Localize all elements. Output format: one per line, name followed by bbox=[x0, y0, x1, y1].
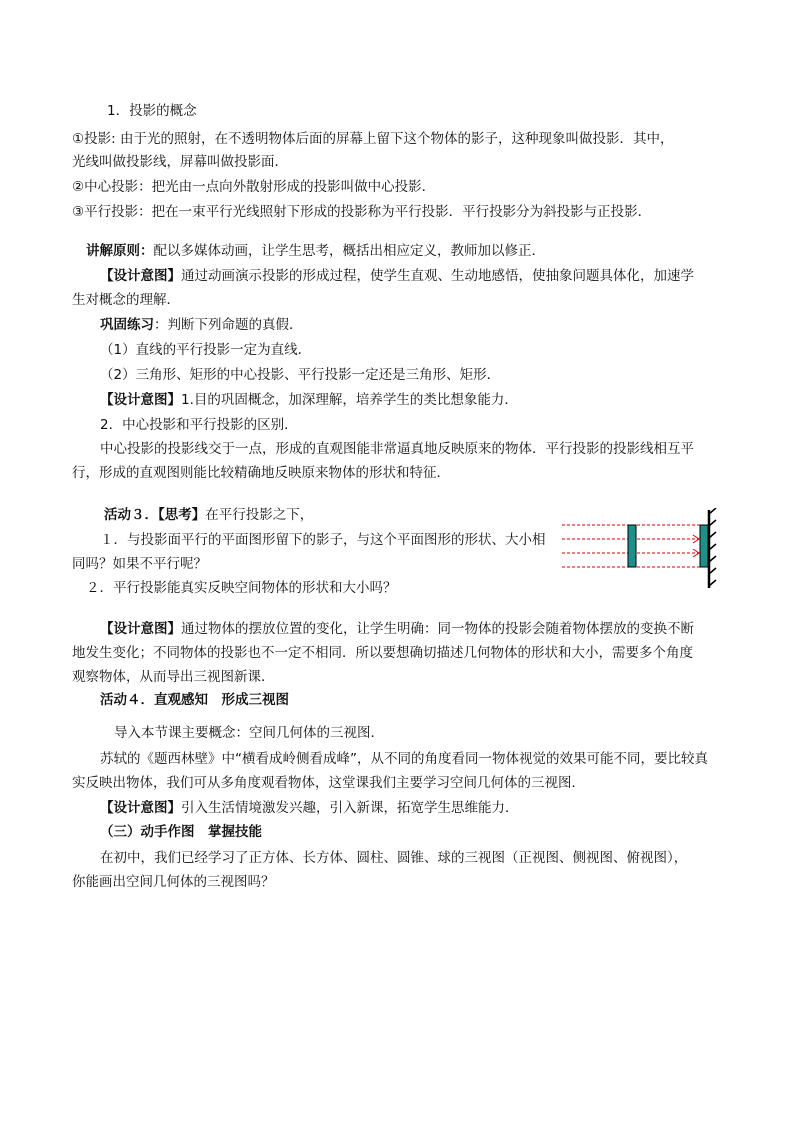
design-intent-text: 通过动画演示投影的形成过程，使学生直观、生动地感悟，使抽象问题具体化，加速学 bbox=[181, 268, 694, 284]
principle-label: 讲解原则： bbox=[86, 243, 154, 259]
activity3-title: 【思考】 bbox=[158, 507, 206, 523]
activity4-heading: 活动４．直观感知 形成三视图 bbox=[100, 692, 289, 708]
design-intent-label: 【设计意图】 bbox=[100, 392, 181, 408]
shadow-on-screen bbox=[700, 525, 708, 567]
exercise-item-2: （2）三角形、矩形的中心投影、平行投影一定还是三角形、矩形． bbox=[100, 367, 501, 383]
exercise-text: ：判断下列命题的真假． bbox=[154, 317, 303, 333]
projection-def-line2: 光线叫做投影线，屏幕叫做投影面． bbox=[72, 154, 288, 170]
design-intent-text: 通过物体的摆放位置的变化，让学生明确：同一物体的投影会随着物体摆放的变换不断 bbox=[181, 621, 694, 637]
design-intent-4 bbox=[100, 797, 519, 819]
design-intent-2 bbox=[100, 389, 518, 411]
central-projection-def: ②中心投影：把光由一点向外散射形成的投影叫做中心投影． bbox=[72, 179, 436, 195]
design-intent-text: 1.目的巩固概念，加深理解，培养学生的类比想象能力． bbox=[181, 392, 518, 408]
design-intent-text: 引入生活情境激发兴趣，引入新课，拓宽学生思维能力． bbox=[181, 800, 519, 816]
activity3-intro: 在平行投影之下， bbox=[205, 507, 314, 523]
section2-line1: 中心投影的投影线交于一点，形成的直观图能非常逼真地反映原来的物体．平行投影的投影线相互平 bbox=[100, 441, 694, 457]
activity4-intro: 导入本节课主要概念：空间几何体的三视图． bbox=[114, 725, 384, 741]
section2-line2: 行，形成的直观图则能比较精确地反映原来物体的形状和特征． bbox=[72, 465, 450, 481]
projected-object bbox=[628, 525, 636, 567]
activity3-question1-line1: １．与投影面平行的平面图形留下的影子，与这个平面图形的形状、大小相 bbox=[100, 532, 546, 548]
activity4-line2: 实反映出物体，我们可从多角度观看物体，这堂课我们主要学习空间几何体的三视图． bbox=[72, 775, 585, 791]
projection-def-line1: ①投影: 由于光的照射，在不透明物体后面的屏幕上留下这个物体的影子，这种现象叫做投影．其中， bbox=[72, 131, 674, 147]
activity3-question2: ２．平行投影能真实反映空间物体的形状和大小吗？ bbox=[86, 580, 397, 596]
parallel-projection-figure bbox=[558, 508, 718, 590]
exercise-paragraph bbox=[100, 314, 303, 336]
section1-heading: 1．投影的概念 bbox=[107, 103, 197, 119]
design-intent-3-line2: 地发生变化；不同物体的投影也不一定不相同．所以要想确切描述几何物体的形状和大小，需要多个角度 bbox=[72, 645, 693, 661]
design-intent-label: 【设计意图】 bbox=[100, 621, 181, 637]
parallel-projection-def: ③平行投影：把在一束平行光线照射下形成的投影称为平行投影．平行投影分为斜投影与正投影． bbox=[72, 204, 652, 220]
exercise-item-1: （1）直线的平行投影一定为直线． bbox=[100, 342, 312, 358]
activity3-heading bbox=[104, 504, 313, 526]
activity4-line1: 苏轼的《题西林壁》中“横看成岭侧看成峰”，从不同的角度看同一物体视觉的效果可能不同，要比较真 bbox=[100, 751, 708, 767]
design-intent-label: 【设计意图】 bbox=[100, 268, 181, 284]
principle-paragraph bbox=[86, 240, 545, 262]
section3-line2: 你能画出空间几何体的三视图吗？ bbox=[72, 874, 275, 890]
design-intent-1 bbox=[100, 265, 694, 287]
section3-line1: 在初中，我们已经学习了正方体、长方体、圆柱、圆锥、球的三视图（正视图、侧视图、俯视图）， bbox=[100, 850, 688, 866]
section3-heading: （三）动手作图 掌握技能 bbox=[100, 824, 262, 840]
section2-heading: 2．中心投影和平行投影的区别． bbox=[100, 417, 298, 433]
design-intent-3-line3: 观察物体，从而导出三视图新课． bbox=[72, 669, 275, 685]
design-intent-1-line2: 生对概念的理解． bbox=[72, 292, 180, 308]
activity3-label: 活动３． bbox=[104, 507, 158, 523]
principle-text: 配以多媒体动画，让学生思考，概括出相应定义，教师加以修正． bbox=[153, 243, 545, 259]
design-intent-3 bbox=[100, 618, 694, 640]
design-intent-label: 【设计意图】 bbox=[100, 800, 181, 816]
exercise-label: 巩固练习 bbox=[100, 317, 154, 333]
activity3-question1-line2: 同吗？如果不平行呢？ bbox=[72, 556, 207, 572]
